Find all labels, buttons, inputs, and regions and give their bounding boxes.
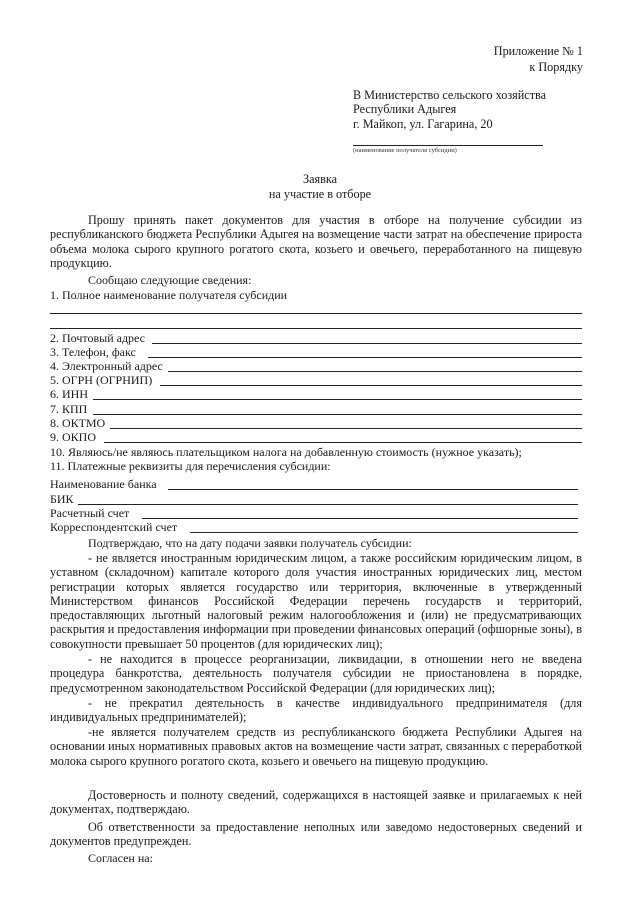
field-input-bik[interactable] (78, 504, 578, 505)
field-label-okpo: 9. ОКПО (50, 430, 97, 444)
field-input-bank-name[interactable] (168, 489, 578, 490)
appendix-label: Приложение № 1 (493, 44, 583, 58)
field-input-email[interactable] (168, 371, 582, 372)
field-label-vat-status: 10. Являюсь/не являюсь плательщиком налога на добавленную стоимость (нужное указать); (50, 445, 522, 459)
addressee-line-2: Республики Адыгея (353, 102, 457, 116)
field-label-email: 4. Электронный адрес (50, 359, 163, 373)
addressee-line-1: В Министерство сельского хозяйства (353, 88, 547, 102)
recipient-name-underline (353, 145, 543, 146)
field-label-bik: БИК (50, 492, 74, 506)
consent-heading: Согласен на: (88, 851, 153, 865)
form-title: Заявка (302, 172, 338, 186)
field-label-oktmo: 8. ОКТМО (50, 416, 106, 430)
confirm-heading: Подтверждаю, что на дату подачи заявки получатель субсидии: (88, 536, 412, 550)
field-input-recipient-name-line-1[interactable] (50, 313, 582, 314)
field-input-corr-account[interactable] (190, 532, 578, 533)
field-input-phone-fax[interactable] (148, 357, 582, 358)
field-input-postal-address[interactable] (152, 343, 582, 344)
info-heading: Сообщаю следующие сведения: (88, 273, 252, 287)
field-label-account: Расчетный счет (50, 506, 130, 520)
field-input-okpo[interactable] (104, 442, 582, 443)
field-label-ogrn: 5. ОГРН (ОГРНИП) (50, 373, 153, 387)
field-label-payment-details: 11. Платежные реквизиты для перечисления субсидии: (50, 459, 331, 473)
responsibility-statement: Об ответственности за предоставление неполных или заведомо недостоверных сведений и документов предупрежден. (50, 820, 582, 849)
field-label-postal-address: 2. Почтовый адрес (50, 331, 146, 345)
field-input-kpp[interactable] (93, 414, 582, 415)
field-label-corr-account: Корреспондентский счет (50, 520, 178, 534)
field-label-inn: 6. ИНН (50, 387, 88, 401)
field-label-bank-name: Наименование банка (50, 477, 157, 491)
confirm-item-foreign-entity: - не является иностранным юридическим лицом, а также российским юридическим лицом, в уставном (складочном) капитале которого доля участия иностранных юридических лиц, местом регистрации которых является государство или территория, включенные в утвержденный Министерством финансов Российской Федерации перечень государств и территорий, предоставляющих льготный налоговый режим налогообложения и (или) не предусматривающих раскрытия и предоставления информации при проведении финансовых операций (офшорные зоны), в совокупности превышает 50 процентов (для юридических лиц); (50, 551, 582, 651)
intro-paragraph: Прошу принять пакет документов для участия в отборе на получение субсидии из республиканского бюджета Республики Адыгея на возмещение части затрат на обеспечение прироста объема молока сырого крупного рогатого скота, козьего и овечьего, переработанного на пищевую продукцию. (50, 213, 582, 270)
field-input-oktmo[interactable] (110, 428, 582, 429)
accuracy-statement: Достоверность и полноту сведений, содержащихся в настоящей заявке и прилагаемых к ней документах, подтверждаю. (50, 788, 582, 817)
recipient-name-caption: (наименование получателя субсидии) (353, 147, 457, 154)
order-label: к Порядку (529, 60, 583, 74)
field-label-recipient-name: 1. Полное наименование получателя субсидии (50, 288, 288, 302)
confirm-item-entrepreneur: - не прекратил деятельность в качестве индивидуального предпринимателя (для индивидуальных предпринимателей); (50, 696, 582, 725)
field-label-phone-fax: 3. Телефон, факс (50, 345, 136, 359)
addressee-line-3: г. Майкоп, ул. Гагарина, 20 (353, 117, 493, 131)
field-label-kpp: 7. КПП (50, 402, 88, 416)
field-input-account[interactable] (142, 518, 578, 519)
confirm-item-reorganization: - не находится в процессе реорганизации, ликвидации, в отношении него не введена процедура банкротства, деятельность получателя субсидии не приостановлена в порядке, предусмотренном законодательством Российской Федерации (для юридических лиц); (50, 652, 582, 695)
form-subtitle: на участие в отборе (268, 187, 372, 201)
field-input-recipient-name-line-2[interactable] (50, 328, 582, 329)
field-input-ogrn[interactable] (160, 385, 582, 386)
confirm-item-other-funds: -не является получателем средств из республиканского бюджета Республики Адыгея на основании иных нормативных правовых актов на возмещение части затрат, связанных с переработкой молока сырого крупного рогатого скота, козьего и овечьего на пищевую продукцию. (50, 725, 582, 768)
field-input-inn[interactable] (93, 399, 582, 400)
